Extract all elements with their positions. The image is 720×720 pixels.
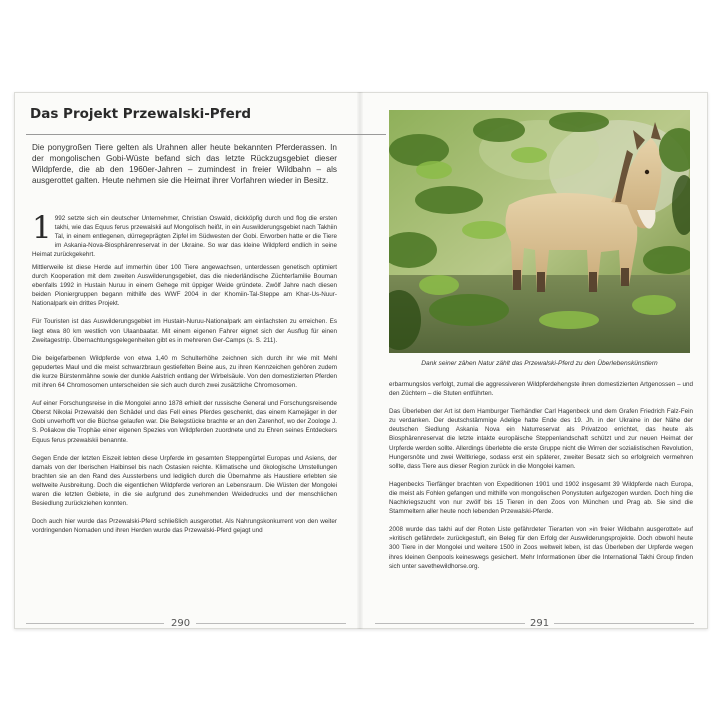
left-paragraph: Doch auch hier wurde das Przewalski-Pferd schließlich ausgerottet. Als Nahrungskonkurrent von den weiter vordringenden Nomaden und ihren Herden wurde das Przewalski-Pferd gejagt und bbox=[32, 518, 337, 535]
left-column bbox=[32, 263, 337, 544]
drop-cap: 1 bbox=[32, 210, 52, 246]
left-paragraph: Gegen Ende der letzten Eiszeit lebten diese Urpferde im gesamten Steppengürtel Europas und Asiens, der damals von der Iberischen Halbinsel bis nach Ostasien reichte. Klimatische und ökologische Umstellungen brachten sie an den Rand des Aussterbens und lediglich durch die Übernahme als Haustiere erlebten sie weltweite Ausbreitung. Doch die eigentlichen Wildpferde verloren an Lebensraum. Die Wüsten der Mongolei waren die letzten Gebiete, in die sie aufgrund des zunehmenden Weidedrucks und der menschlichen Besiedlung zurückziehen konnten. bbox=[32, 454, 337, 508]
right-paragraph: erbarmungslos verfolgt, zumal die aggressiveren Wildpferdehengste ihren domestizierten Artgenossen – und den Züchtern – die Stuten entführten. bbox=[389, 381, 693, 398]
horse-photo bbox=[389, 110, 690, 353]
footer-rule bbox=[375, 623, 525, 624]
left-paragraph: Mittlerweile ist diese Herde auf immerhin über 100 Tiere angewachsen, unterdessen genetisch optimiert durch Kooperation mit dem zweiten Auswilderungsgebiet, das die niederländische Züchterfamilie Bouman ebenfalls 1992 in Hustain Nuruu in einem Gehege mit üppiger Weide gründete. Zwölf Jahre nach diesen beiden Pioniergruppen begann mithilfe des WWF 2004 in der Khomiin-Tal-Steppe am Khar-Us-Nuur-Nationalpark ein drittes Projekt. bbox=[32, 264, 337, 308]
left-paragraph: Auf einer Forschungsreise in die Mongolei anno 1878 erhielt der russische General und Forschungsreisende Oberst Nikolai Przewalski den Schädel und das Fell eines Pferdes geschenkt, das einem Kamejäger in der Gobi unverhofft vor die Büchse gelaufen war. Die Belegstücke brachte er an den Zarenhof, wo der Zoologe J. S. Poliakow die Trophäe einer eigenen Spezies von Wildpferden zuordnete und zu Ehren seines Entdeckers Equus ferus przewalskii benannte. bbox=[32, 400, 337, 444]
left-paragraph: Für Touristen ist das Auswilderungsgebiet im Hustain-Nuruu-Nationalpark am einfachsten zu erreichen. Es liegt etwa 80 km westlich von Ulaanbaatar. Mit einem eigenen Fahrer eignet sich der Ausflug für einen Zweitagestrip. Übernachtungsgelegenheiten gibt es in mehreren Ger-Camps (s. S. 211). bbox=[32, 318, 337, 344]
page-number-left: 290 bbox=[171, 618, 191, 629]
right-paragraph: 2008 wurde das takhi auf der Roten Liste gefährdeter Tierarten von »in freier Wildbahn ausgerottet« auf »kritisch gefährdet« zurückgestuft, ein Beleg für den Erfolg der Auswilderungsprojekte. Doch obwohl heute 300 Tiere in der Mongolei und weitere 1500 in Zoos weltweit leben, ist das Überleben der Urpferde wegen ihres kleinen Genpools keineswegs gesichert. Mehr Informationen über die International Takhi Group finden sich unter savethewildhorse.org. bbox=[389, 526, 693, 570]
intro-paragraph: Die ponygroßen Tiere gelten als Urahnen aller heute bekannten Pferderassen. In der mongolischen Gobi-Wüste befand sich das letzte Rückzugsgebiet dieser Wildpferde, die ab den 1960er-Jahren – zumindest in freier Wildbahn – als ausgerottet galten. Heute nehmen sie die Heimat ihrer Vorfahren wieder in Besitz. bbox=[32, 143, 337, 185]
chapter-title: Das Projekt Przewalski-Pferd bbox=[30, 106, 252, 122]
footer-rule bbox=[196, 623, 346, 624]
left-paragraph: Die beigefarbenen Wildpferde von etwa 1,40 m Schulterhöhe zeichnen sich durch ihr wie mit Mehl gepudertes Maul und die meist schwarzbraun gestiefelten Beine aus, zu ihren Kennzeichen gehören zudem die kurze Bürstenmähne sowie der dunkle Aalstrich entlang der Wirbelsäule. Von den domestizierten Pferden mit ihren 64 Chromosomen unterscheiden sie sich auch durch zwei zusätzliche Chromosomen. bbox=[32, 354, 337, 390]
right-paragraph: Hagenbecks Tierfänger brachten von Expeditionen 1901 und 1902 insgesamt 39 Wildpferde nach Europa, die meist als Fohlen gefangen und mithilfe von mongolischen Ponystuten aufgezogen wurden. Doch hing die Nachkriegszucht von nur zwölf bis 15 Tieren in den Zoos von München und Prag ab. Sie sind die Stammeltern aller heute noch lebenden Przewalski-Pferde. bbox=[389, 480, 693, 516]
first-paragraph-block bbox=[32, 210, 337, 259]
footer-rule bbox=[26, 623, 164, 624]
book-gutter bbox=[357, 92, 363, 629]
right-paragraph: Das Überleben der Art ist dem Hamburger Tierhändler Carl Hagenbeck und dem Grafen Friedrich Falz-Fein zu verdanken. Der deutschstämmige Adelige hatte Ende des 19. Jh. in der Ukraine in der Nähe der deutschen Siedlung Askania Nova ein Naturreservat als Privatzoo errichtet, das heute als Biosphärenreservat die letzte intakte europäische Steppenlandschaft schützt und zur neuen Heimat der Urpferde werden sollte. Allerdings überlebte die erste Gruppe nicht die Wirren der sozialistischen Revolution, Hungersnöte und zwei Weltkriege, sodass erst ein späterer, zweiter Besatz sich so erfolgreich vermehren sollte, dass Tiere aus dieser Region zurück in die Mongolei kamen. bbox=[389, 408, 693, 470]
first-paragraph: 992 setzte sich ein deutscher Unternehmer, Christian Oswald, dickköpfig durch und flog die ersten takhi, wie das Equus ferus przewalskii auf Mongolisch heißt, in ein Auswilderungsgebiet nach Takhiin Tal, in einem entlegenen, dürregeprägten Zipfel im Südwesten der Gobi. Erworben hatte er die Tiere im Askania-Nova-Biosphärenreservat in der Ukraine. So war das kleine Wildpferd endlich in seine Heimat zurückgekehrt. bbox=[32, 215, 337, 259]
footer-rule bbox=[554, 623, 694, 624]
page-number-right: 291 bbox=[530, 618, 550, 629]
photo-caption: Dank seiner zähen Natur zählt das Przewalski-Pferd zu den Überlebenskünstlern bbox=[421, 360, 658, 367]
right-column bbox=[389, 380, 693, 580]
